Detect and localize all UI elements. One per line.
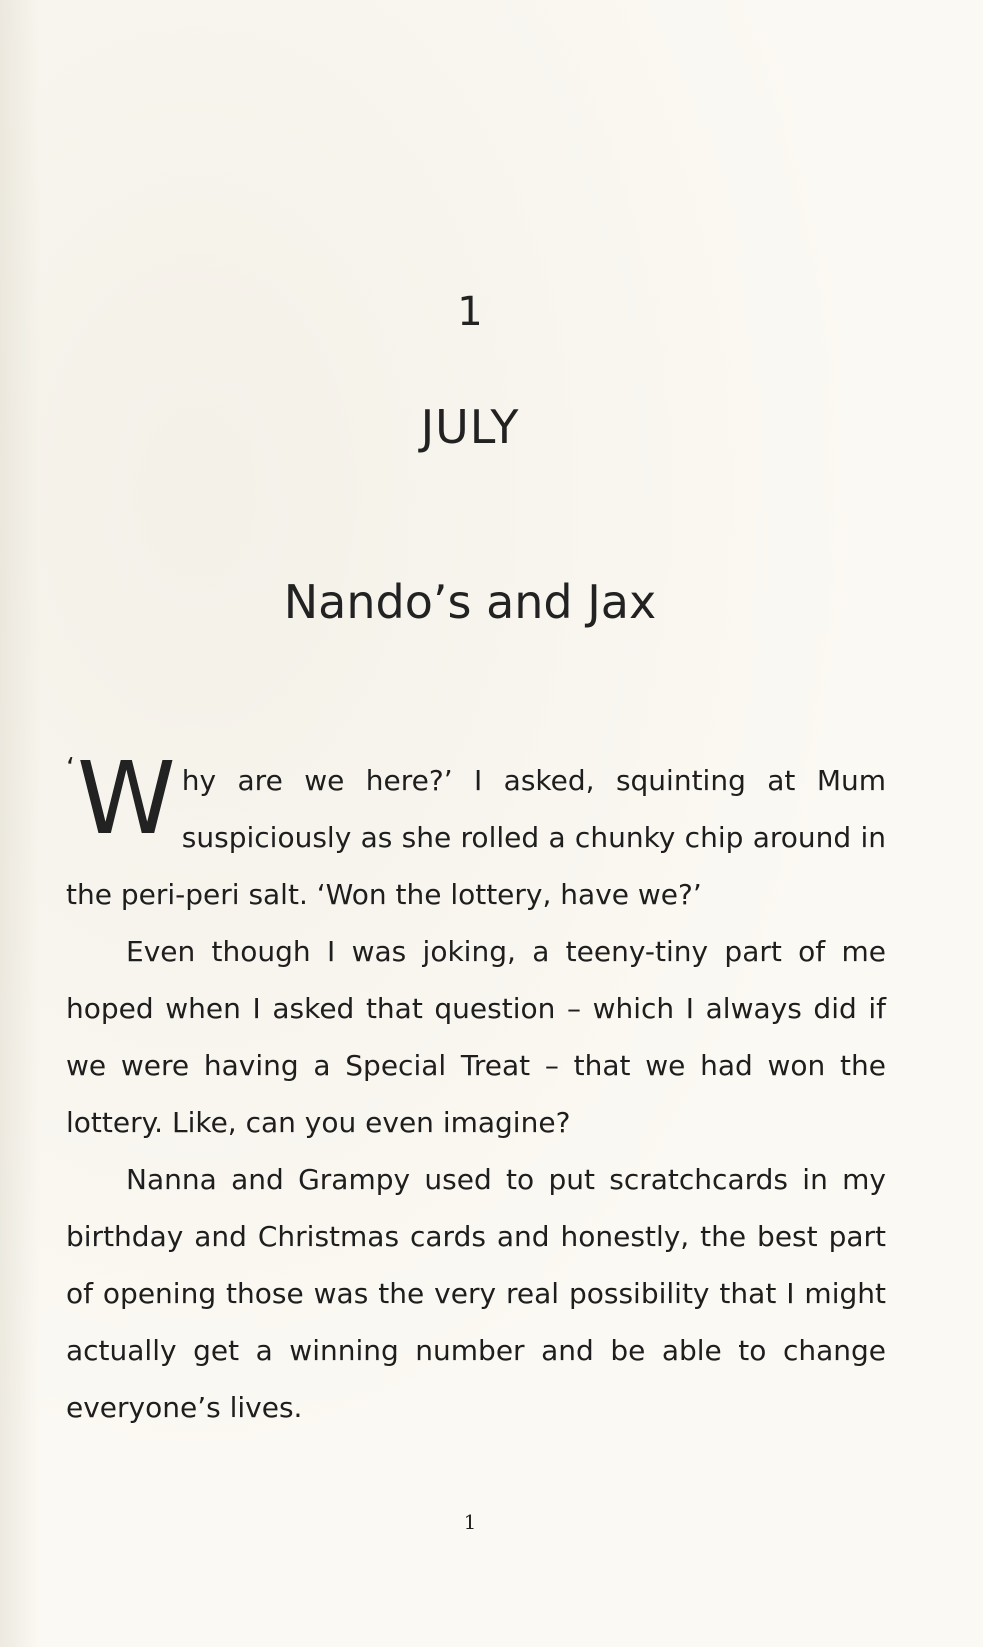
opening-quote-mark: ‘	[66, 751, 75, 784]
paragraph-1	[66, 740, 886, 923]
body-text	[66, 740, 886, 1436]
paragraph-1-text: hy are we here?’ I asked, squinting at Mum suspiciously as she rolled a chunky chip around in the peri-peri salt. ‘Won the lottery, have we?’	[66, 764, 886, 911]
paragraph-3: Nanna and Grampy used to put scratchcards in my birthday and Christmas cards and honestly, the best part of opening those was the very real possibility that I might actually get a winning number and be able to change everyone’s lives.	[66, 1163, 886, 1424]
chapter-title: Nando’s and Jax	[283, 575, 657, 629]
chapter-number: 1	[457, 289, 483, 335]
paragraph-2: Even though I was joking, a teeny-tiny part of me hoped when I asked that question – which I always did if we were having a Special Treat – that we had won the lottery. Like, can you even imagine?	[66, 935, 886, 1139]
chapter-month: JULY	[420, 400, 520, 454]
page-number: 1	[463, 1510, 477, 1534]
drop-cap: W	[76, 740, 176, 857]
